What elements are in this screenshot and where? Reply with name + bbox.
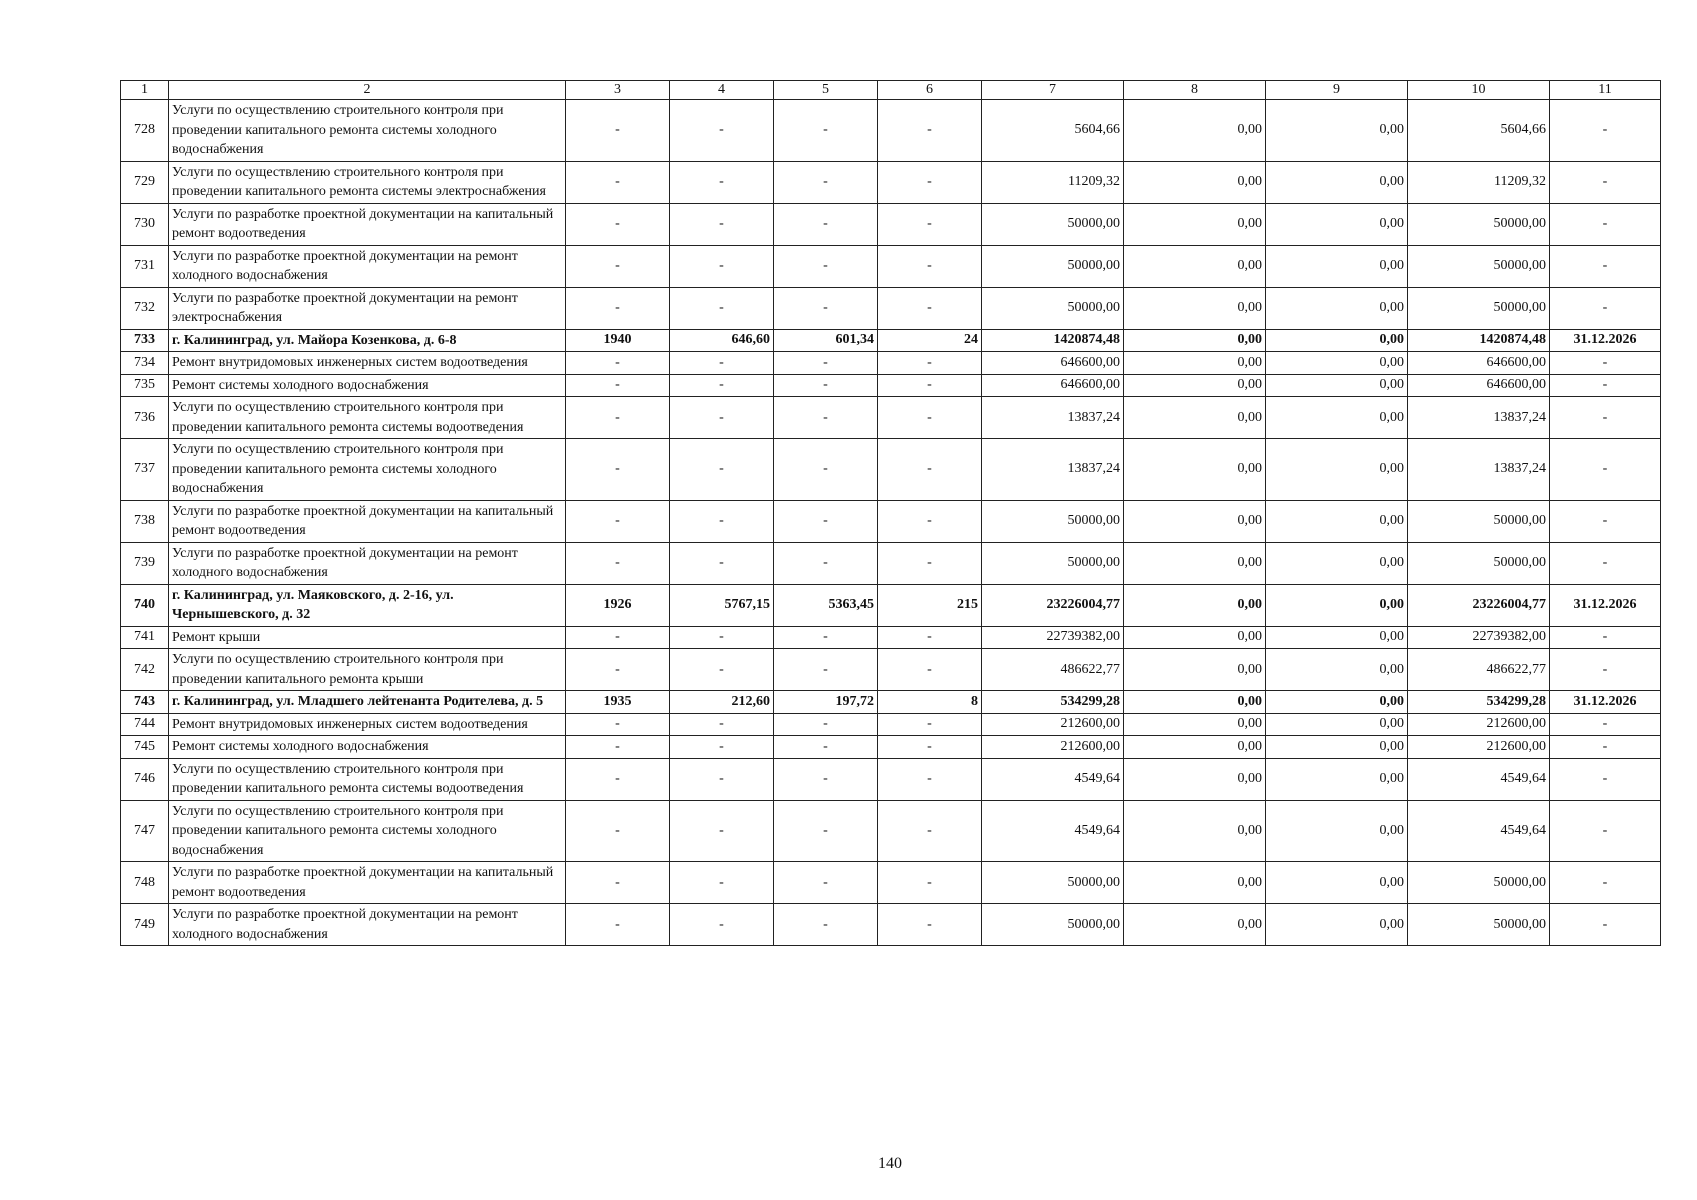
cost-col9-cell: 0,00: [1266, 800, 1408, 862]
cost-col9-cell: 0,00: [1266, 626, 1408, 649]
header-cell: 1: [121, 81, 169, 100]
year-cell: -: [566, 758, 670, 800]
table-row: [121, 904, 1661, 946]
cost-col8-cell: 0,00: [1124, 904, 1266, 946]
cost-col10-cell: 50000,00: [1408, 245, 1550, 287]
deadline-cell: -: [1550, 904, 1661, 946]
work-name-cell: Ремонт крыши: [169, 626, 566, 649]
deadline-cell: -: [1550, 542, 1661, 584]
area-total-cell: -: [670, 287, 774, 329]
row-number-cell: 736: [121, 397, 169, 439]
area-total-cell: -: [670, 500, 774, 542]
cost-col9-cell: 0,00: [1266, 245, 1408, 287]
area-living-cell: -: [774, 100, 878, 162]
area-total-cell: -: [670, 758, 774, 800]
cost-col8-cell: 0,00: [1124, 397, 1266, 439]
year-cell: -: [566, 800, 670, 862]
cost-total-cell: 486622,77: [982, 649, 1124, 691]
row-number-cell: 740: [121, 584, 169, 626]
work-name-cell: Услуги по осуществлению строительного контроля при проведении капитального ремонта системы холодного водоснабжения: [169, 800, 566, 862]
row-number-cell: 748: [121, 862, 169, 904]
cost-col8-cell: 0,00: [1124, 329, 1266, 352]
residents-cell: -: [878, 542, 982, 584]
deadline-cell: -: [1550, 862, 1661, 904]
cost-col8-cell: 0,00: [1124, 862, 1266, 904]
row-number-cell: 744: [121, 713, 169, 736]
area-total-cell: -: [670, 800, 774, 862]
table-row: [121, 245, 1661, 287]
year-cell: -: [566, 904, 670, 946]
cost-col9-cell: 0,00: [1266, 542, 1408, 584]
row-number-cell: 749: [121, 904, 169, 946]
row-number-cell: 738: [121, 500, 169, 542]
area-living-cell: -: [774, 758, 878, 800]
table-row: [121, 691, 1661, 714]
cost-col8-cell: 0,00: [1124, 584, 1266, 626]
residents-cell: -: [878, 245, 982, 287]
cost-col10-cell: 13837,24: [1408, 439, 1550, 501]
year-cell: -: [566, 352, 670, 375]
row-number-cell: 728: [121, 100, 169, 162]
cost-col10-cell: 4549,64: [1408, 758, 1550, 800]
area-living-cell: 197,72: [774, 691, 878, 714]
area-living-cell: 5363,45: [774, 584, 878, 626]
row-number-cell: 737: [121, 439, 169, 501]
work-name-cell: Услуги по осуществлению строительного контроля при проведении капитального ремонта системы водоотведения: [169, 758, 566, 800]
cost-col8-cell: 0,00: [1124, 800, 1266, 862]
cost-col8-cell: 0,00: [1124, 203, 1266, 245]
area-total-cell: -: [670, 713, 774, 736]
area-living-cell: -: [774, 713, 878, 736]
area-total-cell: -: [670, 245, 774, 287]
area-living-cell: -: [774, 649, 878, 691]
residents-cell: -: [878, 626, 982, 649]
row-number-cell: 733: [121, 329, 169, 352]
area-living-cell: -: [774, 736, 878, 759]
cost-col8-cell: 0,00: [1124, 542, 1266, 584]
cost-col10-cell: 212600,00: [1408, 736, 1550, 759]
row-number-cell: 739: [121, 542, 169, 584]
cost-col8-cell: 0,00: [1124, 245, 1266, 287]
deadline-cell: -: [1550, 161, 1661, 203]
deadline-cell: -: [1550, 649, 1661, 691]
cost-total-cell: 4549,64: [982, 800, 1124, 862]
cost-total-cell: 50000,00: [982, 500, 1124, 542]
area-total-cell: -: [670, 439, 774, 501]
deadline-cell: -: [1550, 439, 1661, 501]
row-number-cell: 745: [121, 736, 169, 759]
cost-total-cell: 50000,00: [982, 862, 1124, 904]
table-row: [121, 736, 1661, 759]
table-row: [121, 626, 1661, 649]
work-name-cell: Ремонт системы холодного водоснабжения: [169, 374, 566, 397]
cost-col10-cell: 50000,00: [1408, 542, 1550, 584]
work-name-cell: г. Калининград, ул. Майора Козенкова, д. 6-8: [169, 329, 566, 352]
cost-col8-cell: 0,00: [1124, 713, 1266, 736]
cost-col9-cell: 0,00: [1266, 862, 1408, 904]
cost-col10-cell: 486622,77: [1408, 649, 1550, 691]
row-number-cell: 741: [121, 626, 169, 649]
area-living-cell: -: [774, 800, 878, 862]
area-living-cell: -: [774, 287, 878, 329]
work-name-cell: Услуги по разработке проектной документации на капитальный ремонт водоотведения: [169, 862, 566, 904]
cost-col9-cell: 0,00: [1266, 100, 1408, 162]
table-row: [121, 758, 1661, 800]
deadline-cell: 31.12.2026: [1550, 584, 1661, 626]
cost-col9-cell: 0,00: [1266, 374, 1408, 397]
area-living-cell: -: [774, 904, 878, 946]
cost-col9-cell: 0,00: [1266, 500, 1408, 542]
cost-total-cell: 13837,24: [982, 397, 1124, 439]
residents-cell: -: [878, 500, 982, 542]
deadline-cell: -: [1550, 100, 1661, 162]
table-row: [121, 500, 1661, 542]
cost-col10-cell: 50000,00: [1408, 862, 1550, 904]
table-row: [121, 329, 1661, 352]
header-cell: 7: [982, 81, 1124, 100]
table-row: [121, 542, 1661, 584]
cost-col9-cell: 0,00: [1266, 439, 1408, 501]
residents-cell: -: [878, 100, 982, 162]
row-number-cell: 743: [121, 691, 169, 714]
cost-col10-cell: 50000,00: [1408, 904, 1550, 946]
work-name-cell: Услуги по осуществлению строительного контроля при проведении капитального ремонта крыши: [169, 649, 566, 691]
work-name-cell: Услуги по разработке проектной документации на ремонт электроснабжения: [169, 287, 566, 329]
deadline-cell: -: [1550, 203, 1661, 245]
cost-col9-cell: 0,00: [1266, 904, 1408, 946]
area-living-cell: -: [774, 500, 878, 542]
deadline-cell: -: [1550, 397, 1661, 439]
year-cell: -: [566, 439, 670, 501]
year-cell: -: [566, 542, 670, 584]
residents-cell: -: [878, 287, 982, 329]
header-row: [121, 81, 1661, 100]
work-name-cell: Ремонт системы холодного водоснабжения: [169, 736, 566, 759]
cost-total-cell: 212600,00: [982, 713, 1124, 736]
deadline-cell: -: [1550, 374, 1661, 397]
cost-col9-cell: 0,00: [1266, 584, 1408, 626]
year-cell: -: [566, 203, 670, 245]
table-row: [121, 203, 1661, 245]
table-row: [121, 287, 1661, 329]
cost-col9-cell: 0,00: [1266, 329, 1408, 352]
cost-total-cell: 50000,00: [982, 245, 1124, 287]
header-cell: 8: [1124, 81, 1266, 100]
table-row: [121, 584, 1661, 626]
table-row: [121, 862, 1661, 904]
cost-col8-cell: 0,00: [1124, 500, 1266, 542]
area-total-cell: 212,60: [670, 691, 774, 714]
row-number-cell: 742: [121, 649, 169, 691]
cost-col9-cell: 0,00: [1266, 736, 1408, 759]
area-living-cell: -: [774, 352, 878, 375]
cost-col8-cell: 0,00: [1124, 691, 1266, 714]
deadline-cell: -: [1550, 758, 1661, 800]
table-row: [121, 397, 1661, 439]
cost-col9-cell: 0,00: [1266, 161, 1408, 203]
year-cell: 1940: [566, 329, 670, 352]
area-total-cell: -: [670, 161, 774, 203]
header-cell: 4: [670, 81, 774, 100]
header-cell: 6: [878, 81, 982, 100]
area-total-cell: -: [670, 736, 774, 759]
area-living-cell: -: [774, 203, 878, 245]
area-total-cell: 5767,15: [670, 584, 774, 626]
area-total-cell: -: [670, 626, 774, 649]
cost-col10-cell: 11209,32: [1408, 161, 1550, 203]
table-row: [121, 374, 1661, 397]
cost-col10-cell: 212600,00: [1408, 713, 1550, 736]
deadline-cell: 31.12.2026: [1550, 329, 1661, 352]
cost-col8-cell: 0,00: [1124, 626, 1266, 649]
cost-total-cell: 646600,00: [982, 374, 1124, 397]
area-living-cell: 601,34: [774, 329, 878, 352]
deadline-cell: -: [1550, 800, 1661, 862]
row-number-cell: 731: [121, 245, 169, 287]
residents-cell: -: [878, 800, 982, 862]
table-row: [121, 800, 1661, 862]
cost-total-cell: 22739382,00: [982, 626, 1124, 649]
year-cell: 1926: [566, 584, 670, 626]
page-number: 140: [878, 1155, 902, 1172]
area-total-cell: -: [670, 100, 774, 162]
residents-cell: -: [878, 862, 982, 904]
cost-total-cell: 1420874,48: [982, 329, 1124, 352]
cost-col10-cell: 13837,24: [1408, 397, 1550, 439]
deadline-cell: -: [1550, 287, 1661, 329]
cost-col9-cell: 0,00: [1266, 758, 1408, 800]
table-row: [121, 161, 1661, 203]
table-body: [121, 100, 1661, 946]
work-name-cell: Услуги по осуществлению строительного контроля при проведении капитального ремонта системы электроснабжения: [169, 161, 566, 203]
cost-total-cell: 646600,00: [982, 352, 1124, 375]
deadline-cell: -: [1550, 352, 1661, 375]
cost-col9-cell: 0,00: [1266, 287, 1408, 329]
table-row: [121, 352, 1661, 375]
residents-cell: -: [878, 713, 982, 736]
cost-col9-cell: 0,00: [1266, 691, 1408, 714]
work-name-cell: г. Калининград, ул. Младшего лейтенанта Родителева, д. 5: [169, 691, 566, 714]
cost-col10-cell: 534299,28: [1408, 691, 1550, 714]
residents-cell: -: [878, 352, 982, 375]
area-total-cell: 646,60: [670, 329, 774, 352]
cost-col10-cell: 50000,00: [1408, 500, 1550, 542]
table-row: [121, 100, 1661, 162]
cost-total-cell: 11209,32: [982, 161, 1124, 203]
residents-cell: -: [878, 758, 982, 800]
work-name-cell: Услуги по осуществлению строительного контроля при проведении капитального ремонта системы холодного водоснабжения: [169, 100, 566, 162]
cost-col8-cell: 0,00: [1124, 374, 1266, 397]
residents-cell: -: [878, 374, 982, 397]
area-living-cell: -: [774, 245, 878, 287]
year-cell: -: [566, 713, 670, 736]
row-number-cell: 729: [121, 161, 169, 203]
deadline-cell: -: [1550, 500, 1661, 542]
row-number-cell: 730: [121, 203, 169, 245]
header-cell: 3: [566, 81, 670, 100]
cost-col8-cell: 0,00: [1124, 649, 1266, 691]
row-number-cell: 747: [121, 800, 169, 862]
cost-col8-cell: 0,00: [1124, 287, 1266, 329]
work-name-cell: Ремонт внутридомовых инженерных систем водоотведения: [169, 352, 566, 375]
table-row: [121, 649, 1661, 691]
area-total-cell: -: [670, 542, 774, 584]
cost-total-cell: 534299,28: [982, 691, 1124, 714]
cost-total-cell: 212600,00: [982, 736, 1124, 759]
area-living-cell: -: [774, 374, 878, 397]
area-living-cell: -: [774, 397, 878, 439]
area-total-cell: -: [670, 904, 774, 946]
area-living-cell: -: [774, 862, 878, 904]
cost-col8-cell: 0,00: [1124, 736, 1266, 759]
residents-cell: -: [878, 904, 982, 946]
residents-cell: -: [878, 736, 982, 759]
year-cell: 1935: [566, 691, 670, 714]
table-row: [121, 713, 1661, 736]
residents-cell: 215: [878, 584, 982, 626]
cost-col10-cell: 23226004,77: [1408, 584, 1550, 626]
cost-total-cell: 13837,24: [982, 439, 1124, 501]
year-cell: -: [566, 161, 670, 203]
residents-cell: 8: [878, 691, 982, 714]
year-cell: -: [566, 245, 670, 287]
cost-col9-cell: 0,00: [1266, 649, 1408, 691]
year-cell: -: [566, 100, 670, 162]
row-number-cell: 732: [121, 287, 169, 329]
cost-total-cell: 4549,64: [982, 758, 1124, 800]
deadline-cell: -: [1550, 736, 1661, 759]
cost-col9-cell: 0,00: [1266, 203, 1408, 245]
cost-col10-cell: 50000,00: [1408, 203, 1550, 245]
area-total-cell: -: [670, 397, 774, 439]
year-cell: -: [566, 287, 670, 329]
cost-col8-cell: 0,00: [1124, 758, 1266, 800]
works-table: [120, 80, 1661, 946]
cost-col8-cell: 0,00: [1124, 352, 1266, 375]
year-cell: -: [566, 397, 670, 439]
residents-cell: -: [878, 203, 982, 245]
cost-col8-cell: 0,00: [1124, 161, 1266, 203]
cost-total-cell: 50000,00: [982, 203, 1124, 245]
cost-col10-cell: 5604,66: [1408, 100, 1550, 162]
residents-cell: -: [878, 439, 982, 501]
header-cell: 5: [774, 81, 878, 100]
cost-total-cell: 50000,00: [982, 904, 1124, 946]
row-number-cell: 735: [121, 374, 169, 397]
cost-col9-cell: 0,00: [1266, 397, 1408, 439]
cost-col10-cell: 1420874,48: [1408, 329, 1550, 352]
row-number-cell: 746: [121, 758, 169, 800]
work-name-cell: Услуги по разработке проектной документации на ремонт холодного водоснабжения: [169, 542, 566, 584]
cost-col10-cell: 4549,64: [1408, 800, 1550, 862]
residents-cell: -: [878, 649, 982, 691]
cost-col10-cell: 646600,00: [1408, 352, 1550, 375]
area-living-cell: -: [774, 439, 878, 501]
year-cell: -: [566, 649, 670, 691]
header-cell: 10: [1408, 81, 1550, 100]
work-name-cell: Ремонт внутридомовых инженерных систем водоотведения: [169, 713, 566, 736]
year-cell: -: [566, 626, 670, 649]
cost-total-cell: 23226004,77: [982, 584, 1124, 626]
deadline-cell: 31.12.2026: [1550, 691, 1661, 714]
header-cell: 9: [1266, 81, 1408, 100]
cost-col8-cell: 0,00: [1124, 439, 1266, 501]
cost-col10-cell: 50000,00: [1408, 287, 1550, 329]
area-living-cell: -: [774, 626, 878, 649]
residents-cell: 24: [878, 329, 982, 352]
work-name-cell: Услуги по разработке проектной документации на ремонт холодного водоснабжения: [169, 904, 566, 946]
deadline-cell: -: [1550, 245, 1661, 287]
cost-total-cell: 50000,00: [982, 287, 1124, 329]
year-cell: -: [566, 374, 670, 397]
year-cell: -: [566, 862, 670, 904]
row-number-cell: 734: [121, 352, 169, 375]
area-total-cell: -: [670, 862, 774, 904]
area-total-cell: -: [670, 649, 774, 691]
work-name-cell: Услуги по осуществлению строительного контроля при проведении капитального ремонта системы водоотведения: [169, 397, 566, 439]
cost-col9-cell: 0,00: [1266, 713, 1408, 736]
work-name-cell: Услуги по разработке проектной документации на капитальный ремонт водоотведения: [169, 203, 566, 245]
residents-cell: -: [878, 397, 982, 439]
area-total-cell: -: [670, 374, 774, 397]
deadline-cell: -: [1550, 626, 1661, 649]
area-total-cell: -: [670, 203, 774, 245]
cost-col8-cell: 0,00: [1124, 100, 1266, 162]
residents-cell: -: [878, 161, 982, 203]
table-row: [121, 439, 1661, 501]
work-name-cell: Услуги по разработке проектной документации на капитальный ремонт водоотведения: [169, 500, 566, 542]
cost-total-cell: 50000,00: [982, 542, 1124, 584]
deadline-cell: -: [1550, 713, 1661, 736]
year-cell: -: [566, 500, 670, 542]
header-cell: 2: [169, 81, 566, 100]
area-living-cell: -: [774, 542, 878, 584]
cost-col9-cell: 0,00: [1266, 352, 1408, 375]
cost-col10-cell: 646600,00: [1408, 374, 1550, 397]
cost-col10-cell: 22739382,00: [1408, 626, 1550, 649]
area-total-cell: -: [670, 352, 774, 375]
cost-total-cell: 5604,66: [982, 100, 1124, 162]
header-cell: 11: [1550, 81, 1661, 100]
work-name-cell: Услуги по осуществлению строительного контроля при проведении капитального ремонта системы холодного водоснабжения: [169, 439, 566, 501]
work-name-cell: Услуги по разработке проектной документации на ремонт холодного водоснабжения: [169, 245, 566, 287]
work-name-cell: г. Калининград, ул. Маяковского, д. 2-16, ул. Чернышевского, д. 32: [169, 584, 566, 626]
year-cell: -: [566, 736, 670, 759]
area-living-cell: -: [774, 161, 878, 203]
